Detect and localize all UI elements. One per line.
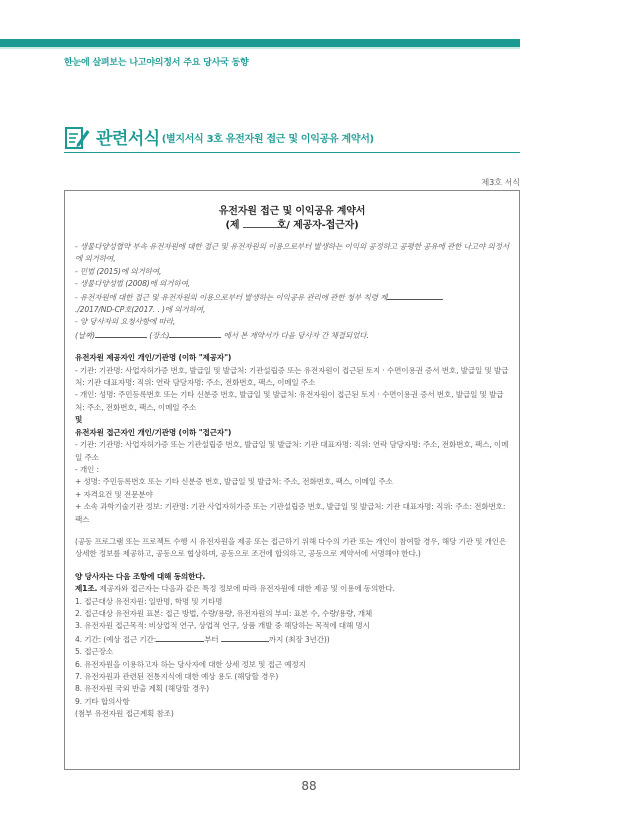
preamble xyxy=(75,241,509,342)
joint-note: (공동 프로그램 또는 프로젝트 수행 시 유전자원을 제공 또는 접근하기 위해 다수의 기관 또는 개인이 참여할 경우, 해당 기관 및 개인은 상세한 정보를 제공하고, 공동으로 협상하며, 공동으로 조건에 합의하고, 공동으로 계약서에 서명해야 한다.) xyxy=(75,536,507,559)
list-item: 4. 기간: (예상 접근 기간: 부터 까지 (최장 3년간)) xyxy=(75,634,330,644)
running-title: 한눈에 살펴보는 나고야의정서 주요 당사국 동향 xyxy=(64,58,249,68)
preamble-line: - 생물다양성협약 부속 유전자원에 대한 접근 및 유전자원의 이용으로부터 발생하는 이익의 공정하고 공평한 공유에 관한 나고야 의정서에 의거하여, xyxy=(75,242,510,264)
end-date-blank xyxy=(221,633,269,642)
document-pencil-icon xyxy=(64,124,90,150)
header-accent-bar xyxy=(0,39,520,47)
signing-line: (날짜) (장소) 에서 본 계약서가 다음 당사자 간 체결되었다. xyxy=(75,330,369,340)
preamble-line: - 양 당사자의 요청사항에 따라, xyxy=(75,317,176,327)
start-date-blank xyxy=(156,633,204,642)
preamble-line: - 민법 (2015)에 의거하여, xyxy=(75,266,162,276)
list-item: 6. 유전자원을 이용하고자 하는 당사자에 대한 상세 정보 및 접근 예정지 xyxy=(75,659,306,669)
header-accent-shadow xyxy=(0,47,520,49)
accessor-line: + 자격요건 및 전문분야 xyxy=(75,489,153,499)
list-item: 5. 접근장소 xyxy=(75,647,113,657)
list-item: 8. 유전자원 국외 반출 계획 (해당할 경우) xyxy=(75,684,209,694)
number-blank xyxy=(243,219,277,228)
section-divider xyxy=(64,152,520,153)
contract-title: 유전자원 접근 및 이익공유 계약서 xyxy=(218,206,366,217)
accessor-line: + 성명: 주민등록번호 또는 기타 신분증 번호, 발급일 및 발급처: 주소, 전화번호, 팩스, 이메일 주소 xyxy=(75,477,393,487)
provider-line: - 기관: 기관명: 사업자허가증 번호, 발급일 및 발급처: 기관설립증 또는 유전자원이 접근된 토지 · 수면이용권 증서 번호, 발급일 및 발급처: 기관 대표자명: 직위: 연락 담당자명: 주소, 전화번호, 팩스, 이메일 주소 xyxy=(75,365,509,388)
provider-heading: 유전자원 제공자인 개인/기관명 (이하 "제공자") xyxy=(75,353,232,363)
list-item: (첨부 유전자원 접근계획 참조) xyxy=(75,709,174,719)
accessor-line: - 기관: 기관명: 사업자허가증 또는 기관설립증 번호, 발급일 및 발급처: 기관 대표자명: 직위: 연락 담당자명: 주소, 전화번호, 팩스, 이메일 주소 xyxy=(75,440,509,462)
list-item: 9. 기타 합의사항 xyxy=(75,696,130,706)
article-1: 제1조. 제공자와 접근자는 다음과 같은 특정 정보에 따라 유전자원에 대한 제공 및 이용에 동의한다. xyxy=(75,584,395,594)
page-number: 88 xyxy=(301,779,317,793)
accessor-heading: 유전자원 접근자인 개인/기관명 (이하 "접근자") xyxy=(75,427,232,437)
preamble-line: ./2017/ND-CP호(2017. . )에 의거하여, xyxy=(75,305,206,315)
contract-number: (제 호/ 제공자-접근자) xyxy=(225,220,359,231)
provider-line: - 개인: 성명: 주민등록번호 또는 기타 신분증 번호, 발급일 및 발급처: 유전자원이 접근된 토지 · 수면이용권 증서 번호, 발급일 및 발급처: 주소, 전화번호, 팩스, 이메일 주소 xyxy=(75,390,504,412)
list-item: 1. 접근대상 유전자원: 일반명, 학명 및 기타명 xyxy=(75,596,223,606)
contract-document xyxy=(64,190,520,770)
accessor-line: - 개인 : xyxy=(75,464,99,474)
place-blank xyxy=(169,329,221,338)
section-heading xyxy=(64,118,374,150)
agree-heading: 양 당사자는 다음 조항에 대해 동의한다. xyxy=(75,571,206,581)
date-blank xyxy=(95,329,147,338)
preamble-line: - 생물다양성법 (2008)에 의거하여, xyxy=(75,279,191,289)
list-item: 7. 유전자원과 관련된 전통지식에 대한 예상 용도 (해당할 경우) xyxy=(75,672,279,681)
section-subtitle: (별지서식 3호 유전자원 접근 및 이익공유 계약서) xyxy=(161,134,374,145)
preamble-line: - 유전자원에 대한 접근 및 유전자원의 이용으로부터 발생하는 이익공유 관리에 관한 청부 칙령 제 xyxy=(75,291,509,304)
accessor-line: + 소속 과학기술기관 정보: 기관명: 기관 사업자허가증 또는 기관설립증 번호, 발급일 및 발급처: 기관 대표자명: 직위: 주소: 전화번호: 팩스 xyxy=(75,502,506,524)
list-item: 2. 접근대상 유전자원 표본: 접근 방법, 수량/용량, 유전자원의 부피: 표본 수, 수량/용량, 개체 xyxy=(75,608,373,618)
form-number-label: 제3호 서식 xyxy=(481,178,520,187)
and-label: 및 xyxy=(75,415,83,425)
list-item: 3. 유전자원 접근목적: 비상업적 연구, 상업적 연구, 상품 개발 중 해당하는 목적에 대해 명시 xyxy=(75,621,370,631)
decree-blank xyxy=(387,291,443,300)
section-title: 관련서식 xyxy=(96,129,160,149)
